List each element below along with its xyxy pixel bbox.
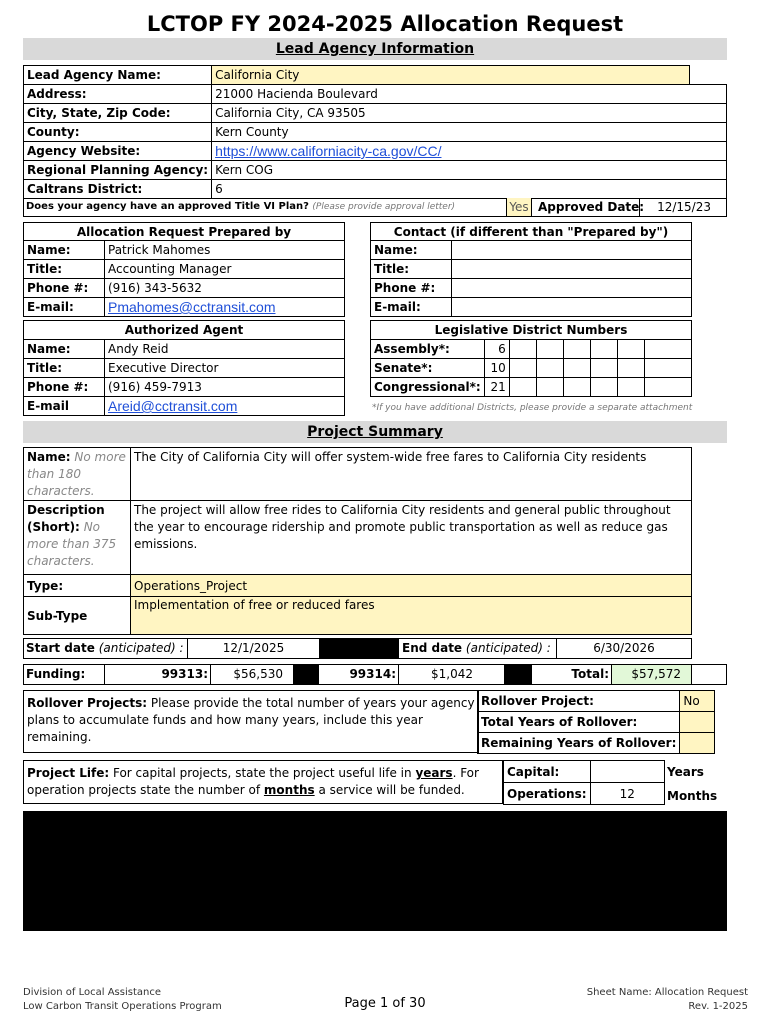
project-subtype-label: Sub-Type — [24, 597, 131, 635]
contact-phone-label: Phone #: — [371, 279, 452, 298]
project-desc-field[interactable]: The project will allow free rides to California City residents and general public throughout the year to encourage ridership and promote public transportation as well as reduce gas emissions. — [131, 501, 692, 575]
footer-division: Division of Local Assistance — [23, 987, 161, 998]
authorized-title-field[interactable]: Executive Director — [105, 359, 345, 378]
website-label: Agency Website: — [24, 142, 212, 161]
funding-99313-label: 99313: — [104, 665, 211, 684]
redacted-area — [23, 811, 727, 931]
approved-date-field[interactable]: 12/15/23 — [639, 198, 727, 216]
address-label: Address: — [24, 85, 212, 104]
address-field[interactable]: 21000 Hacienda Boulevard — [212, 85, 727, 104]
senate-label: Senate*: — [371, 359, 485, 378]
contact-email-label: E-mail: — [371, 298, 452, 317]
rollover-project-label: Rollover Project: — [478, 691, 680, 712]
capital-field[interactable] — [590, 761, 664, 783]
funding-total-label: Total: — [532, 665, 612, 684]
legislative-note: *If you have additional Districts, please provide a separate attachment — [372, 403, 693, 413]
prepared-phone-field[interactable]: (916) 343-5632 — [105, 279, 345, 298]
authorized-name-label: Name: — [24, 340, 105, 359]
funding-row — [23, 664, 727, 685]
county-field[interactable]: Kern County — [212, 123, 727, 142]
rollover-remaining-label: Remaining Years of Rollover: — [478, 733, 680, 754]
title-vi-question: Does your agency have an approved Title VI Plan? (Please provide approval letter) — [26, 201, 456, 212]
start-date-label: Start date (anticipated) : — [26, 641, 184, 655]
lead-agency-table — [23, 65, 727, 199]
contact-header: Contact (if different than "Prepared by") — [371, 223, 692, 241]
project-type-field[interactable]: Operations_Project — [131, 575, 692, 597]
rollover-total-field[interactable] — [680, 712, 714, 733]
caltrans-field[interactable]: 6 — [212, 180, 727, 199]
prepared-phone-label: Phone #: — [24, 279, 105, 298]
footer-page-number: Page 1 of 30 — [344, 996, 426, 1011]
project-type-label: Type: — [24, 575, 131, 597]
project-name-label-cell: Name: No more than 180 characters. — [24, 448, 131, 501]
authorized-phone-field[interactable]: (916) 459-7913 — [105, 378, 345, 397]
title-vi-answer[interactable]: Yes — [506, 198, 532, 216]
agency-name-label: Lead Agency Name: — [24, 66, 212, 85]
years-unit: Years — [667, 765, 704, 779]
funding-99313-field[interactable]: $56,530 — [233, 667, 283, 681]
title-vi-row — [23, 198, 727, 217]
project-desc-label-cell: Description (Short): No more than 375 characters. — [24, 501, 131, 575]
county-label: County: — [24, 123, 212, 142]
website-link[interactable]: https://www.californiacity-ca.gov/CC/ — [215, 143, 442, 159]
congressional-field[interactable]: 21 — [484, 378, 509, 397]
footer-sheet-name: Sheet Name: Allocation Request — [586, 987, 748, 998]
redacted-block — [293, 665, 319, 684]
prepared-title-label: Title: — [24, 260, 105, 279]
csz-field[interactable]: California City, CA 93505 — [212, 104, 727, 123]
senate-field[interactable]: 10 — [484, 359, 509, 378]
footer-right — [587, 986, 748, 1014]
congressional-label: Congressional*: — [371, 378, 485, 397]
project-summary-table — [23, 447, 692, 635]
assembly-field[interactable]: 6 — [484, 340, 509, 359]
contact-name-field[interactable] — [452, 241, 692, 260]
agency-name-field[interactable]: California City — [212, 66, 690, 85]
contact-title-label: Title: — [371, 260, 452, 279]
project-subtype-field[interactable]: Implementation of free or reduced fares — [131, 597, 692, 635]
page-title: LCTOP FY 2024-2025 Allocation Request — [146, 12, 624, 36]
rollover-project-field[interactable]: No — [680, 691, 714, 712]
authorized-email-link[interactable]: Areid@cctransit.com — [108, 398, 238, 414]
redacted-block — [319, 639, 399, 658]
authorized-name-field[interactable]: Andy Reid — [105, 340, 345, 359]
rollover-table — [477, 690, 715, 754]
caltrans-label: Caltrans District: — [24, 180, 212, 199]
contact-title-field[interactable] — [452, 260, 692, 279]
redacted-block — [504, 665, 532, 684]
assembly-label: Assembly*: — [371, 340, 485, 359]
authorized-title-label: Title: — [24, 359, 105, 378]
operations-field[interactable]: 12 — [590, 783, 664, 805]
prepared-name-label: Name: — [24, 241, 105, 260]
end-date-label: End date (anticipated) : — [402, 641, 551, 655]
capital-label: Capital: — [504, 761, 591, 783]
start-date-field[interactable]: 12/1/2025 — [187, 639, 319, 658]
rpa-field[interactable]: Kern COG — [212, 161, 727, 180]
legislative-table — [370, 320, 692, 397]
prepared-email-link[interactable]: Pmahomes@cctransit.com — [108, 299, 276, 315]
rpa-label: Regional Planning Agency: — [24, 161, 212, 180]
csz-label: City, State, Zip Code: — [24, 104, 212, 123]
prepared-title-field[interactable]: Accounting Manager — [105, 260, 345, 279]
footer-program: Low Carbon Transit Operations Program — [23, 1001, 222, 1012]
end-date-field[interactable]: 6/30/2026 — [556, 639, 691, 658]
contact-phone-field[interactable] — [452, 279, 692, 298]
project-life-table — [503, 760, 665, 805]
contact-name-label: Name: — [371, 241, 452, 260]
funding-99314-label: 99314: — [319, 665, 399, 684]
funding-label: Funding: — [26, 667, 86, 681]
footer-revision: Rev. 1-2025 — [688, 1001, 748, 1012]
section-project-summary: Project Summary — [23, 421, 727, 443]
prepared-name-field[interactable]: Patrick Mahomes — [105, 241, 345, 260]
legislative-header: Legislative District Numbers — [371, 321, 692, 340]
rollover-remaining-field[interactable] — [680, 733, 714, 754]
contact-email-field[interactable] — [452, 298, 692, 317]
operations-label: Operations: — [504, 783, 591, 805]
dates-row — [23, 638, 692, 659]
funding-total-field[interactable]: $57,572 — [612, 665, 692, 684]
prepared-by-header: Allocation Request Prepared by — [24, 223, 345, 241]
project-life-description: Project Life: For capital projects, state the project useful life in years. For operation projects state the number of months a service will be funded. — [23, 760, 503, 804]
funding-99314-field[interactable]: $1,042 — [431, 667, 473, 681]
contact-table — [370, 222, 692, 317]
months-unit: Months — [667, 789, 718, 803]
prepared-by-table — [23, 222, 345, 317]
project-name-field[interactable]: The City of California City will offer system-wide free fares to California City residents — [131, 448, 692, 501]
authorized-agent-table — [23, 320, 345, 416]
rollover-description: Rollover Projects: Please provide the total number of years your agency plans to accumulate funds and how many years, include this year remaining. — [23, 690, 479, 753]
rollover-total-label: Total Years of Rollover: — [478, 712, 680, 733]
authorized-email-label: E-mail — [24, 397, 105, 416]
approved-date-label: Approved Date: — [538, 200, 645, 214]
authorized-header: Authorized Agent — [24, 321, 345, 340]
prepared-email-label: E-mail: — [24, 298, 105, 317]
authorized-phone-label: Phone #: — [24, 378, 105, 397]
section-lead-agency: Lead Agency Information — [23, 38, 727, 60]
